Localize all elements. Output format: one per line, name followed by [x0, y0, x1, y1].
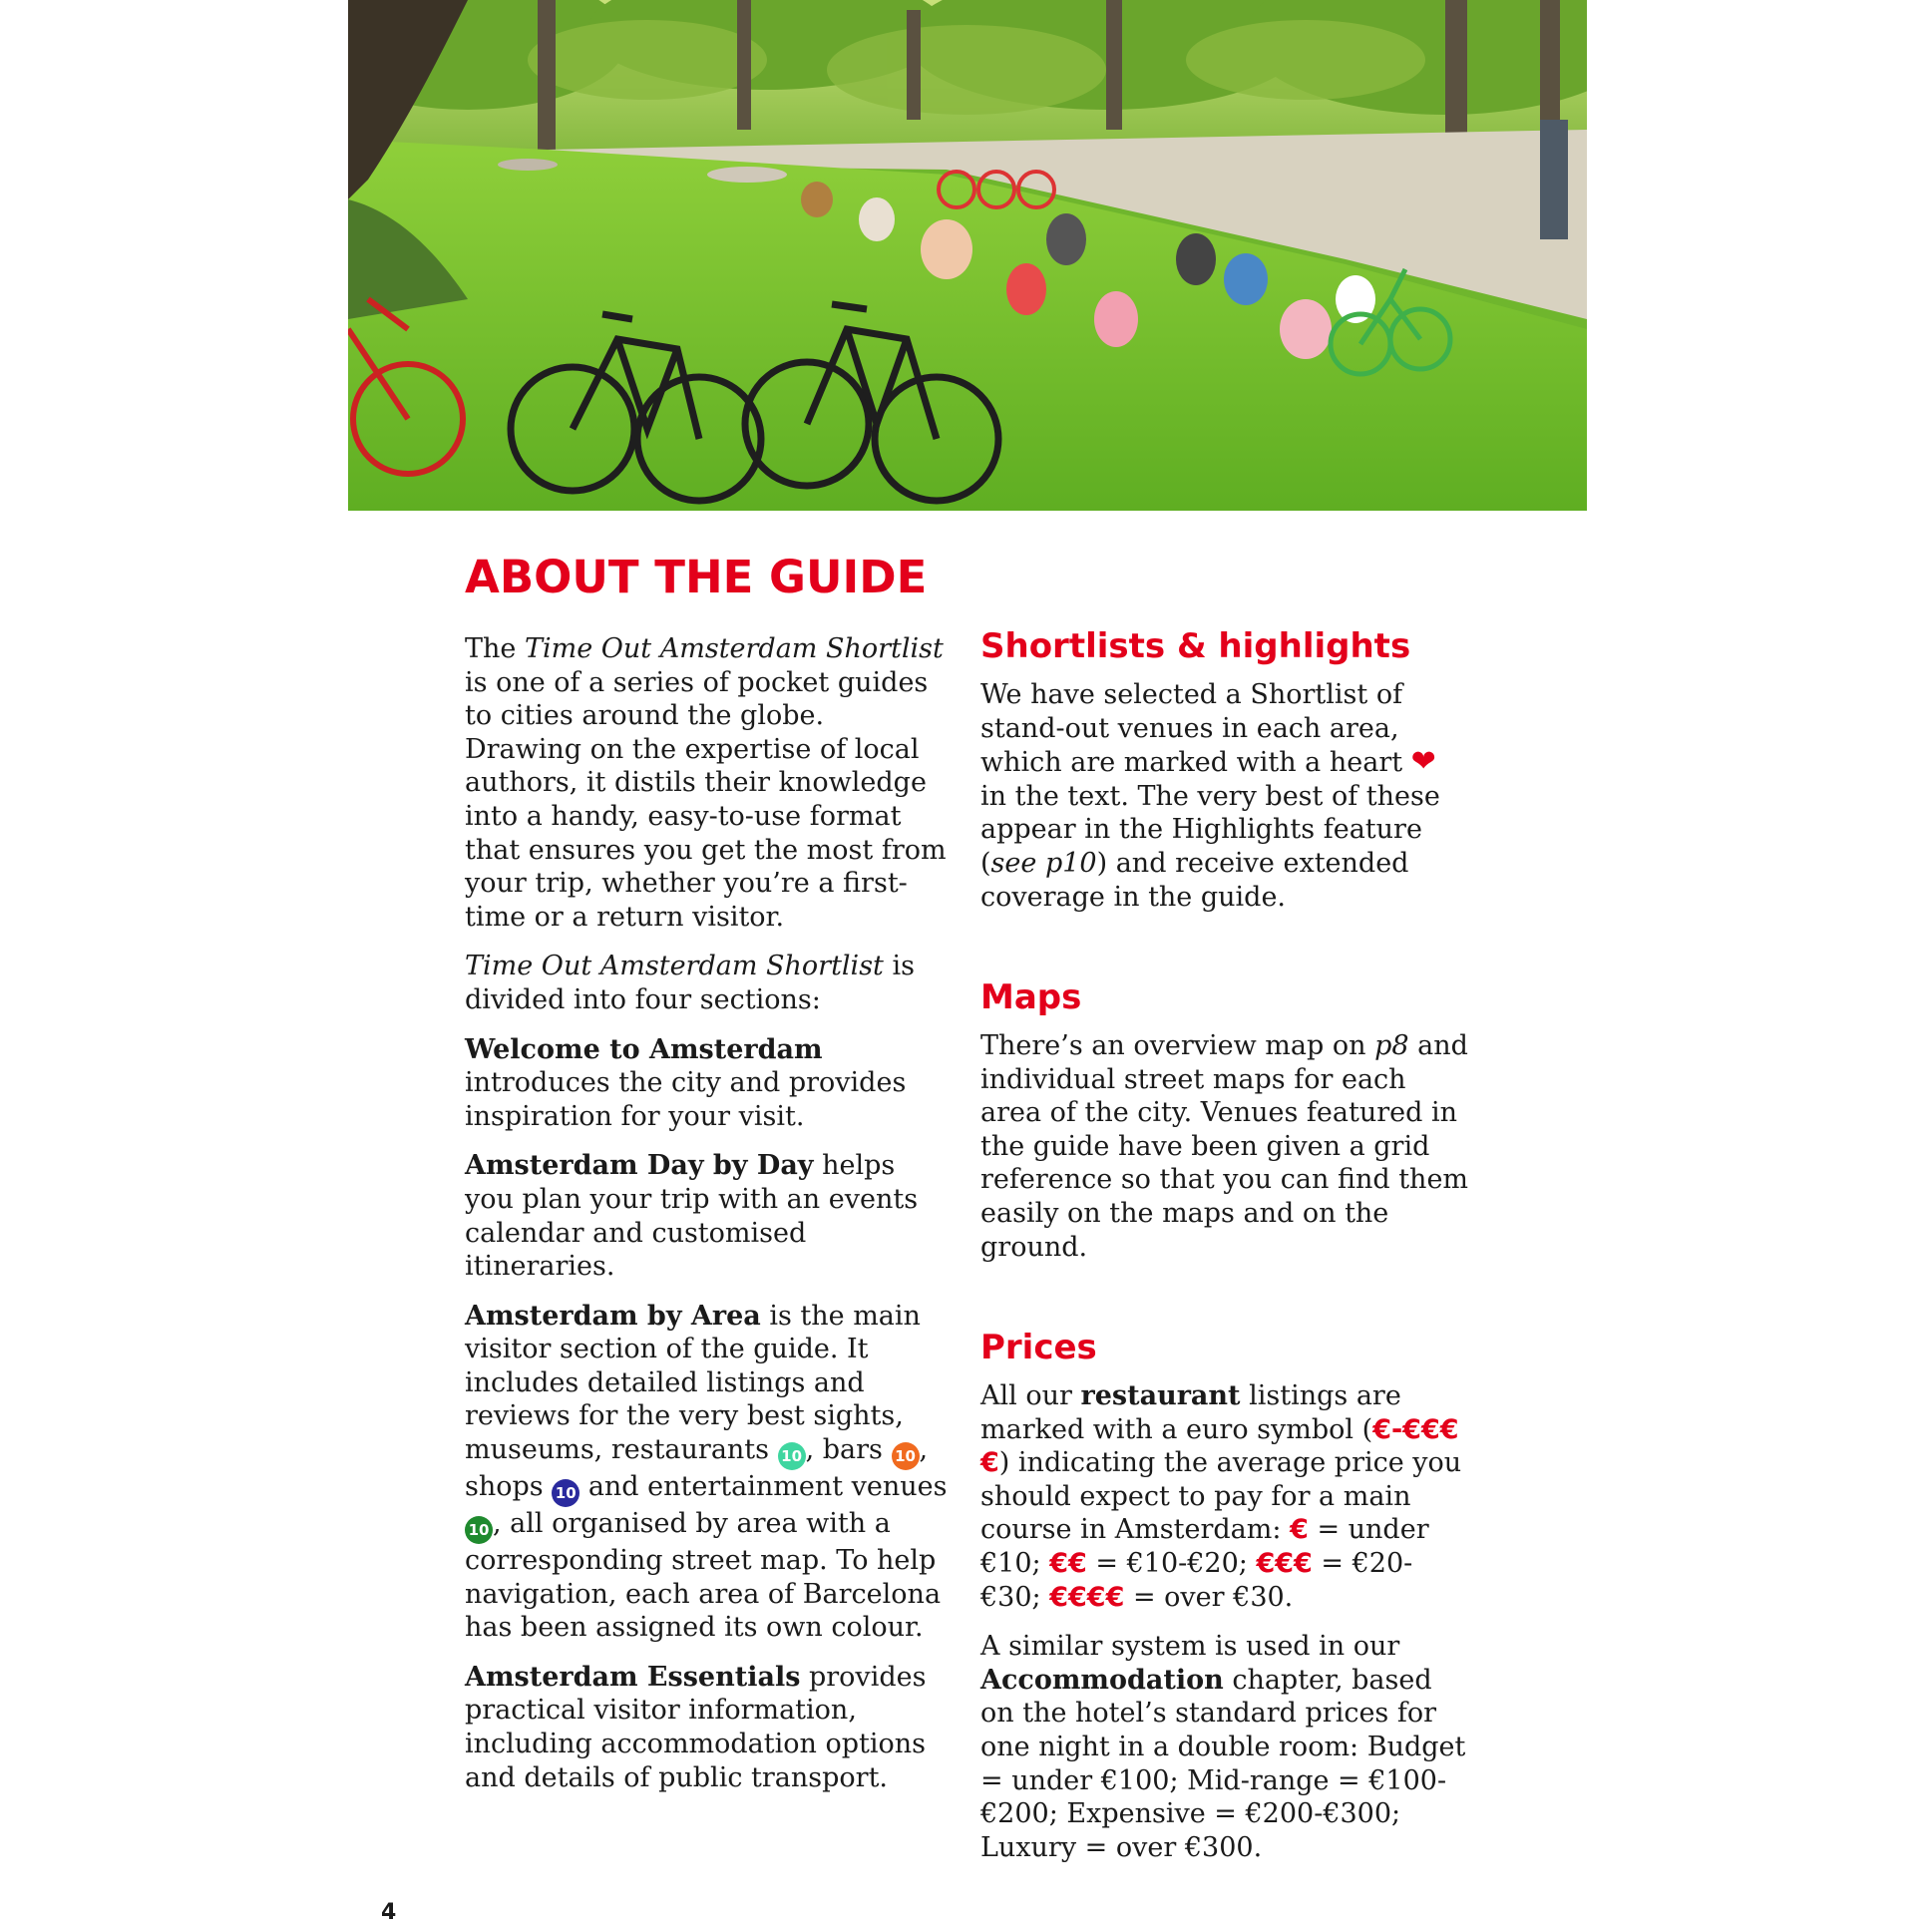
heart-icon: ❤	[1410, 744, 1436, 780]
daybyday-text: helps you plan your trip with an events calendar and customised itineraries.	[465, 1150, 919, 1283]
essentials-paragraph	[465, 1661, 949, 1794]
prices-text-5: = €10-€20;	[1086, 1547, 1257, 1579]
prices-paragraph	[980, 1379, 1469, 1614]
maps-text-2: and individual street maps for each area of the city. Venues featured in the guide have been given a grid reference so that you can find them easily on the maps and on the ground.	[980, 1030, 1469, 1263]
maps-paragraph	[980, 1029, 1469, 1264]
restaurant-bold: restaurant	[1080, 1380, 1241, 1411]
accommodation-text-2: chapter, based on the hotel’s standard prices for one night in a double room: Budget = under €100; Mid-range = €100-€200; Expensive = €200-€300; Luxury = over €300.	[980, 1664, 1466, 1863]
byarea-text-2: , bars	[805, 1434, 892, 1466]
maps-text-1: There’s an overview map on	[980, 1030, 1375, 1061]
guide-title-italic: Time Out Amsterdam Shortlist	[465, 951, 884, 982]
entertainment-icon: 10	[465, 1516, 493, 1544]
guide-title-italic: Time Out Amsterdam Shortlist	[524, 633, 944, 664]
park-photo	[348, 0, 1587, 511]
intro-text-2: is one of a series of pocket guides to cities around the globe. Drawing on the expertise of local authors, it distils their knowledge into a handy, easy-to-use format that ensures you get the most from your trip, whether you’re a first-time or a return visitor.	[465, 666, 947, 933]
prices-heading: Prices	[980, 1328, 1097, 1367]
prices-text-1: All our	[980, 1380, 1081, 1411]
euro-4: €€€€	[1049, 1581, 1125, 1613]
prices-text-3: ) indicating the average price you should expect to pay for a main course in Amsterdam:	[980, 1447, 1462, 1546]
daybyday-section-name: Amsterdam Day by Day	[465, 1150, 814, 1182]
byarea-text-5: , all organised by area with a corresponding street map. To help navigation, each area of Barcelona has been assigned its own colour.	[465, 1508, 942, 1644]
welcome-section-name: Welcome to Amsterdam	[465, 1033, 823, 1065]
left-column	[465, 632, 949, 1810]
prices-text-7: = over €30.	[1124, 1581, 1294, 1613]
shortlists-text-1: We have selected a Shortlist of stand-out venues in each area, which are marked with a heart	[980, 679, 1411, 779]
euro-range: €-€€€€	[980, 1413, 1459, 1479]
sections-intro-text: is divided into four sections:	[465, 951, 915, 1015]
euro-2: €€	[1049, 1547, 1087, 1579]
page-reference: see p10	[990, 847, 1097, 879]
byarea-paragraph	[465, 1300, 949, 1645]
shortlists-text-2: in the text. The very best of these appear in the Highlights feature (	[980, 780, 1440, 879]
intro-text-1: The	[465, 633, 525, 664]
park-bicycles-image	[348, 0, 1587, 511]
prices-text-2: listings are marked with a euro symbol (	[980, 1380, 1401, 1445]
intro-paragraph	[465, 632, 949, 934]
maps-heading: Maps	[980, 977, 1082, 1017]
essentials-text: provides practical visitor information, including accommodation options and details of public transport.	[465, 1661, 927, 1793]
prices-text-6: = €20-€30;	[980, 1547, 1413, 1613]
page-number: 4	[381, 1900, 397, 1925]
shop-icon: 10	[552, 1479, 580, 1507]
daybyday-paragraph	[465, 1149, 949, 1283]
byarea-text-3: , shops	[465, 1434, 929, 1503]
prices-text-4: = under €10;	[980, 1514, 1429, 1579]
euro-3: €€€	[1256, 1547, 1313, 1579]
accommodation-paragraph	[980, 1630, 1469, 1864]
accommodation-text-1: A similar system is used in our	[980, 1631, 1400, 1663]
restaurant-icon: 10	[778, 1442, 806, 1470]
byarea-section-name: Amsterdam by Area	[465, 1300, 761, 1332]
welcome-paragraph	[465, 1033, 949, 1134]
prices-section	[980, 1328, 1469, 1880]
essentials-section-name: Amsterdam Essentials	[465, 1661, 801, 1693]
sections-intro-paragraph	[465, 950, 949, 1016]
euro-1: €	[1290, 1514, 1309, 1546]
page-title: ABOUT THE GUIDE	[465, 551, 928, 603]
welcome-text: introduces the city and provides inspiration for your visit.	[465, 1067, 907, 1132]
shortlists-text-3: ) and receive extended coverage in the guide.	[980, 847, 1409, 913]
shortlists-heading: Shortlists & highlights	[980, 626, 1411, 666]
maps-section	[980, 977, 1469, 1280]
shortlists-section	[980, 626, 1469, 930]
page-reference: p8	[1374, 1030, 1409, 1061]
byarea-text-4: and entertainment venues	[580, 1471, 948, 1503]
byarea-text-1: is the main visitor section of the guide. It includes detailed listings and reviews for the very best sights, museums, restaurants	[465, 1300, 921, 1466]
accommodation-bold: Accommodation	[980, 1664, 1224, 1696]
bar-icon: 10	[892, 1442, 920, 1470]
shortlists-paragraph	[980, 678, 1469, 914]
